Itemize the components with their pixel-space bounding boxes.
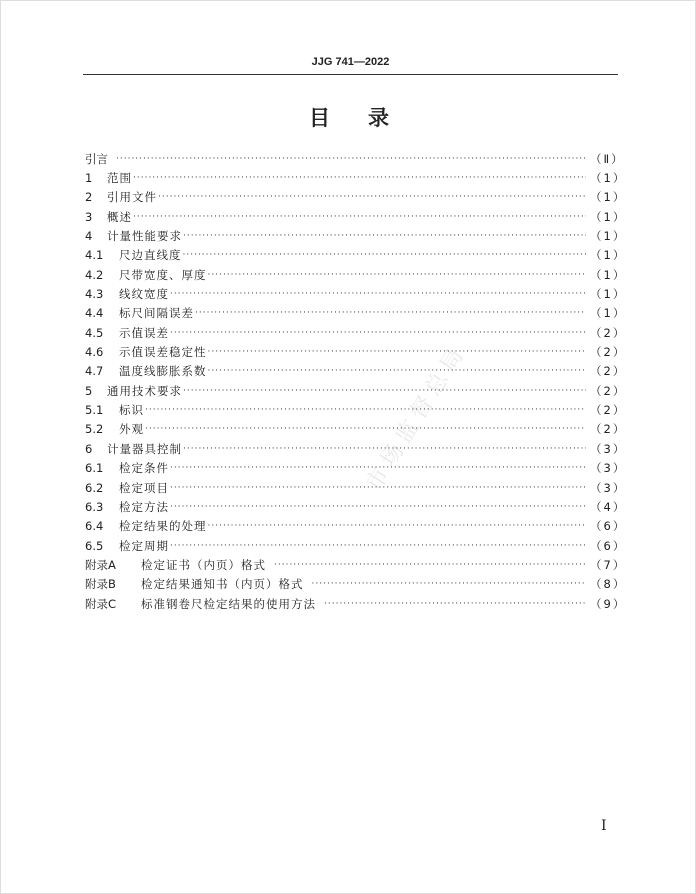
toc-entry[interactable] [85,478,627,497]
toc-entry-title: 温度线膨胀系数 [119,364,207,379]
toc-entry[interactable] [85,575,627,594]
toc-entry-title: 检定证书（内页）格式 [141,557,266,572]
page-number: I [601,818,607,834]
toc-entry[interactable] [85,459,627,478]
toc-entry-number: 6.5 [85,538,104,553]
dot-leader [145,405,586,415]
toc-entry[interactable] [85,362,627,381]
toc-entry-page: （1） [590,190,627,205]
toc-entry-page: （Ⅱ） [590,151,625,166]
toc-entry[interactable] [85,400,627,419]
toc-entry-number: 2 [85,190,93,205]
dot-leader [133,173,586,183]
toc-entry[interactable] [85,323,627,342]
toc-entry-number: 4.1 [85,248,104,263]
dot-leader [158,192,586,202]
toc-entry-title: 标准钢卷尺检定结果的使用方法 [141,596,316,611]
toc-entry[interactable] [85,536,627,555]
dot-leader [170,289,586,299]
toc-entry-number: 附录C [85,596,117,611]
toc-entry-number: 5 [85,383,93,398]
toc-entry-number: 4 [85,229,93,244]
toc-entry[interactable] [85,439,627,458]
toc-entry-number: 附录B [85,577,116,592]
toc-entry[interactable] [85,226,627,245]
toc-entry-page: （2） [590,422,627,437]
toc-entry-page: （2） [590,383,627,398]
dot-leader [183,250,587,260]
toc-entry-page: （1） [590,229,627,244]
toc-entry-number: 6.4 [85,519,104,534]
dot-leader [145,424,586,434]
dot-leader [312,579,587,589]
toc-entry[interactable] [85,517,627,536]
watermark: 市场监督总局 [361,339,472,496]
toc-entry-page: （6） [590,538,627,553]
toc-entry-number: 6.3 [85,499,104,514]
toc-entry[interactable] [85,555,627,574]
toc-entry-title: 标识 [119,403,144,418]
toc-entry-page: （1） [590,287,627,302]
toc-entry-number: 6 [85,441,93,456]
toc-entry-number: 附录A [85,557,116,572]
toc-entry-title: 计量器具控制 [107,441,182,456]
toc-entry-page: （2） [590,364,627,379]
toc-entry-number: 6.2 [85,480,104,495]
dot-leader [183,231,586,241]
toc-entry-page: （1） [590,209,627,224]
dot-leader [274,560,586,570]
toc-entry-number: 5.2 [85,422,104,437]
toc-entry-number: 4.5 [85,325,104,340]
toc-entry-title: 通用技术要求 [107,383,182,398]
toc-entry-page: （2） [590,325,627,340]
toc-entry-number: 3 [85,209,93,224]
toc-entry-page: （1） [590,267,627,282]
toc-entry[interactable] [85,149,625,168]
toc-entry-page: （2） [590,345,627,360]
toc-entry-title: 标尺间隔误差 [119,306,194,321]
toc-entry-number: 4.4 [85,306,104,321]
toc-entry[interactable] [85,497,627,516]
toc-entry-page: （3） [590,441,627,456]
toc-entry-title: 外观 [119,422,144,437]
toc-entry-page: （8） [590,577,627,592]
toc-entry[interactable] [85,265,627,284]
dot-leader [208,270,587,280]
dot-leader [195,308,586,318]
toc-entry-page: （2） [590,403,627,418]
toc-entry-page: （3） [590,461,627,476]
toc-entry-number: 4.6 [85,345,104,360]
dot-leader [208,366,587,376]
dot-leader [116,154,586,164]
dot-leader [170,541,586,551]
toc-entry[interactable] [85,188,627,207]
toc-entry-page: （3） [590,480,627,495]
toc-entry[interactable] [85,381,627,400]
toc-entry-number: 5.1 [85,403,104,418]
toc-entry-page: （1） [590,306,627,321]
toc-entry-number: 1 [85,171,93,186]
toc-entry[interactable] [85,168,627,187]
toc-entry-title: 概述 [107,209,132,224]
toc-entry[interactable] [85,594,627,613]
toc-entry[interactable] [85,342,627,361]
toc-entry-number: 6.1 [85,461,104,476]
toc-entry-page: （7） [590,557,627,572]
dot-leader [208,521,587,531]
dot-leader [183,444,586,454]
toc-entry-page: （4） [590,499,627,514]
toc-entry-page: （1） [590,248,627,263]
toc-entry-title: 示值误差稳定性 [119,345,207,360]
toc-entry-title: 计量性能要求 [107,229,182,244]
page-header: JJG 741—2022 [311,56,390,68]
toc-entry-number: 引言 [85,151,108,166]
toc-entry-title: 检定方法 [119,499,169,514]
toc-entry-title: 检定结果的处理 [119,519,207,534]
toc-entry-title: 检定条件 [119,461,169,476]
toc-entry-title: 检定项目 [119,480,169,495]
dot-leader [170,463,586,473]
toc-entry-title: 线纹宽度 [119,287,169,302]
dot-leader [324,599,586,609]
toc-entry-title: 检定周期 [119,538,169,553]
toc-entry-title: 检定结果通知书（内页）格式 [141,577,304,592]
toc-entry-page: （1） [590,171,627,186]
dot-leader [133,212,586,222]
toc-entry[interactable] [85,207,627,226]
toc-entry[interactable] [85,420,627,439]
toc-entry-number: 4.7 [85,364,104,379]
table-of-contents [85,149,627,613]
toc-entry[interactable] [85,246,627,265]
toc-entry[interactable] [85,284,627,303]
header-divider [83,74,618,75]
toc-entry[interactable] [85,304,627,323]
dot-leader [170,328,586,338]
dot-leader [183,386,586,396]
toc-entry-title: 尺边直线度 [119,248,182,263]
toc-entry-title: 示值误差 [119,325,169,340]
toc-entry-number: 4.2 [85,267,104,282]
dot-leader [170,502,586,512]
toc-entry-title: 尺带宽度、厚度 [119,267,207,282]
toc-entry-page: （9） [590,596,627,611]
toc-entry-title: 范围 [107,171,132,186]
toc-entry-page: （6） [590,519,627,534]
page-title: 目录 [309,106,427,130]
toc-entry-number: 4.3 [85,287,104,302]
toc-entry-title: 引用文件 [107,190,157,205]
dot-leader [170,483,586,493]
dot-leader [208,347,587,357]
